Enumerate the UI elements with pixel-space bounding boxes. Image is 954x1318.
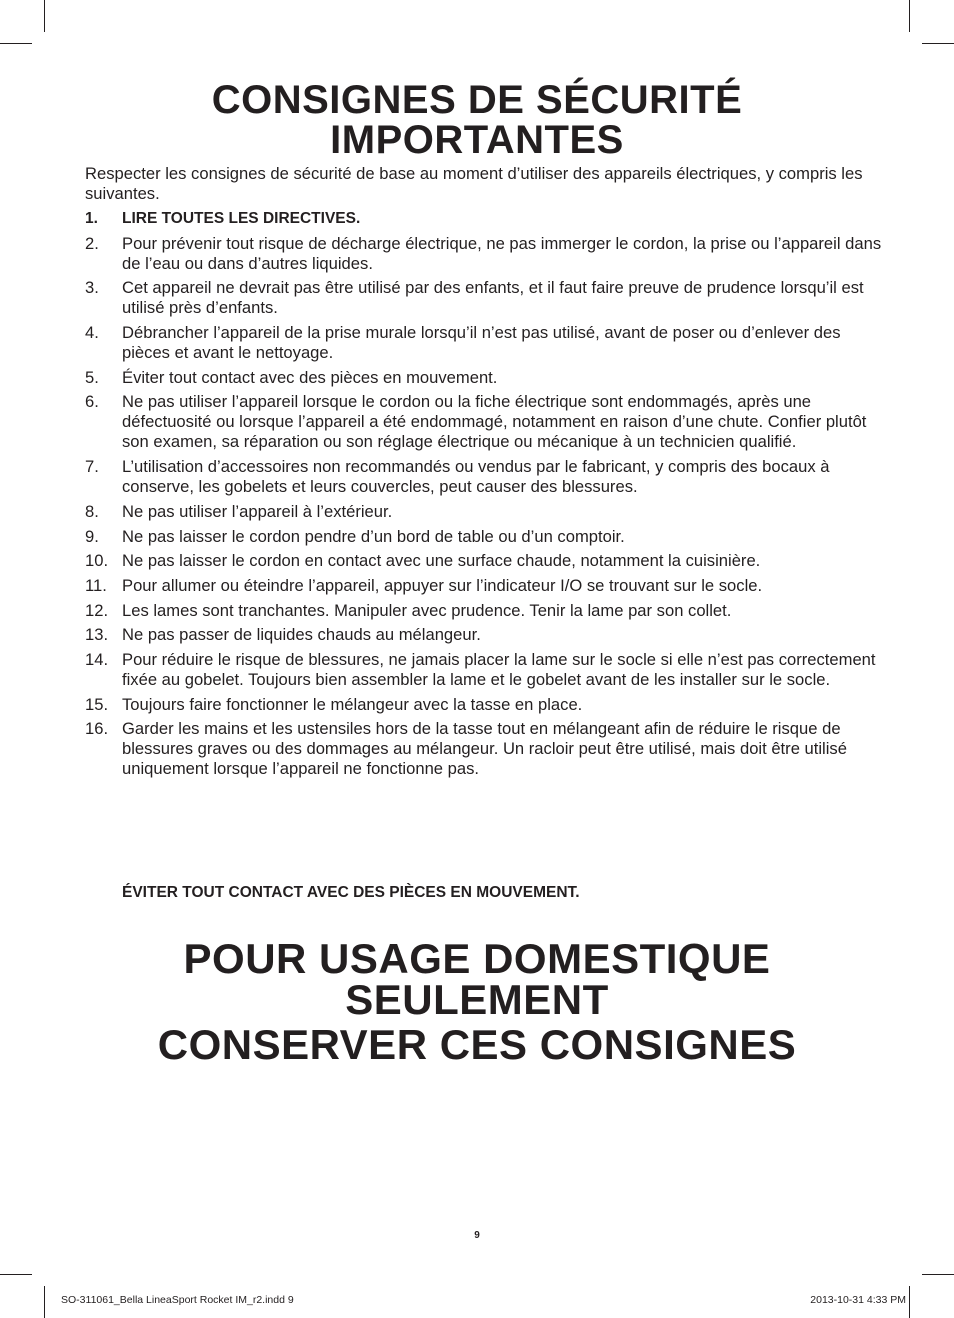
item-text: Éviter tout contact avec des pièces en mouvement.	[122, 367, 498, 387]
crop-mark	[0, 43, 32, 44]
save-instructions-line: CONSERVER CES CONSIGNES	[157, 1021, 797, 1068]
item-number: 13.	[85, 625, 109, 645]
item-number: 12.	[85, 600, 109, 620]
item-number: 11.	[85, 575, 107, 595]
item-text: Débrancher l’appareil de la prise murale lorsqu’il n’est pas utilisé, avant de poser ou d’enlever des pièces et avant le nettoyage.	[122, 323, 841, 363]
domestic-use-line-2: SEULEMENT	[345, 976, 609, 1023]
domestic-use-heading	[0, 935, 954, 1023]
item-text: Ne pas utiliser l’appareil lorsque le cordon ou la fiche électrique sont endommagés, après une défectuosité ou lorsque l’appareil a été endommagé, notamment en raison d’une chute. Confier plutôt son examen, sa réparation ou son réglage électrique ou mécanique à un technicien qualifié.	[122, 392, 867, 452]
page-title-line-2: IMPORTANTES	[330, 118, 624, 162]
list-item	[85, 278, 885, 318]
item-text: Ne pas passer de liquides chauds au mélangeur.	[122, 625, 481, 645]
item-text: Pour réduire le risque de blessures, ne jamais placer la lame sur le socle si elle n’est pas correctement fixée au gobelet. Toujours bien assembler la lame et le gobelet avant de les installer sur le socle.	[122, 649, 876, 689]
item-number: 2.	[85, 233, 99, 253]
item-text: Toujours faire fonctionner le mélangeur avec la tasse en place.	[122, 694, 583, 714]
item-number: 10.	[85, 551, 109, 571]
crop-mark	[909, 1286, 910, 1318]
item-number: 3.	[85, 278, 99, 298]
list-item	[85, 601, 885, 621]
domestic-use-line-1: POUR USAGE DOMESTIQUE	[183, 935, 771, 982]
item-text: Garder les mains et les ustensiles hors de la tasse tout en mélangeant afin de réduire le risque de blessures graves ou des dommages au mélangeur. Un racloir peut être utilisé, mais doit être utilisé uniquement lorsque l’appareil ne fonctionne pas.	[122, 719, 847, 779]
item-text: Ne pas utiliser l’appareil à l’extérieur.	[122, 501, 393, 521]
crop-mark	[909, 0, 910, 32]
list-item	[85, 502, 885, 522]
page-number: 9	[474, 1230, 480, 1241]
list-item	[85, 368, 885, 388]
list-item	[85, 719, 885, 779]
page-title	[0, 80, 954, 160]
slug-date: 2013-10-31 4:33 PM	[810, 1294, 906, 1306]
list-item	[85, 527, 885, 547]
item-number: 14.	[85, 649, 109, 669]
item-text: Cet appareil ne devrait pas être utilisé par des enfants, et il faut faire preuve de prudence lorsqu’il est utilisé près d’enfants.	[122, 278, 864, 318]
item-number: 9.	[85, 526, 99, 546]
warning-text: ÉVITER TOUT CONTACT AVEC DES PIÈCES EN MOUVEMENT.	[122, 884, 580, 901]
item-number: 16.	[85, 719, 109, 739]
crop-mark	[922, 1274, 954, 1275]
item-number: 7.	[85, 457, 99, 477]
list-item	[85, 457, 885, 497]
item-text: Ne pas laisser le cordon pendre d’un bord de table ou d’un comptoir.	[122, 526, 625, 546]
list-item	[85, 392, 885, 452]
item-text: L’utilisation d’accessoires non recommandés ou vendus par le fabricant, y compris des bocaux à conserve, les gobelets et leurs couvercles, peut causer des blessures.	[122, 457, 830, 497]
crop-mark	[44, 1286, 45, 1318]
item-number: 5.	[85, 367, 99, 387]
list-item	[85, 209, 885, 229]
list-item	[85, 234, 885, 274]
item-text: Ne pas laisser le cordon en contact avec une surface chaude, notamment la cuisinière.	[122, 551, 761, 571]
item-number: 6.	[85, 392, 99, 412]
save-instructions-heading	[0, 1021, 954, 1068]
slug-file-name: SO-311061_Bella LineaSport Rocket IM_r2.indd 9	[61, 1294, 294, 1306]
item-number: 1.	[85, 210, 98, 227]
intro-paragraph: Respecter les consignes de sécurité de base au moment d’utiliser des appareils électriques, y compris les suivantes.	[85, 164, 863, 203]
page-title-line-1: CONSIGNES DE SÉCURITÉ	[211, 78, 743, 122]
list-item	[85, 551, 885, 571]
list-item	[85, 323, 885, 363]
crop-mark	[922, 43, 954, 44]
list-item	[85, 695, 885, 715]
list-item	[85, 576, 885, 596]
item-number: 8.	[85, 501, 99, 521]
item-number: 4.	[85, 323, 99, 343]
list-item	[85, 625, 885, 645]
item-text: Les lames sont tranchantes. Manipuler avec prudence. Tenir la lame par son collet.	[122, 600, 732, 620]
item-text: LIRE TOUTES LES DIRECTIVES.	[122, 210, 361, 227]
item-text: Pour prévenir tout risque de décharge électrique, ne pas immerger le cordon, la prise ou l’appareil dans de l’eau ou dans d’autres liquides.	[122, 233, 882, 273]
crop-mark	[44, 0, 45, 32]
crop-mark	[0, 1274, 32, 1275]
safety-list	[85, 209, 885, 784]
list-item	[85, 650, 885, 690]
item-number: 15.	[85, 694, 109, 714]
item-text: Pour allumer ou éteindre l’appareil, appuyer sur l’indicateur I/O se trouvant sur le socle.	[122, 575, 763, 595]
